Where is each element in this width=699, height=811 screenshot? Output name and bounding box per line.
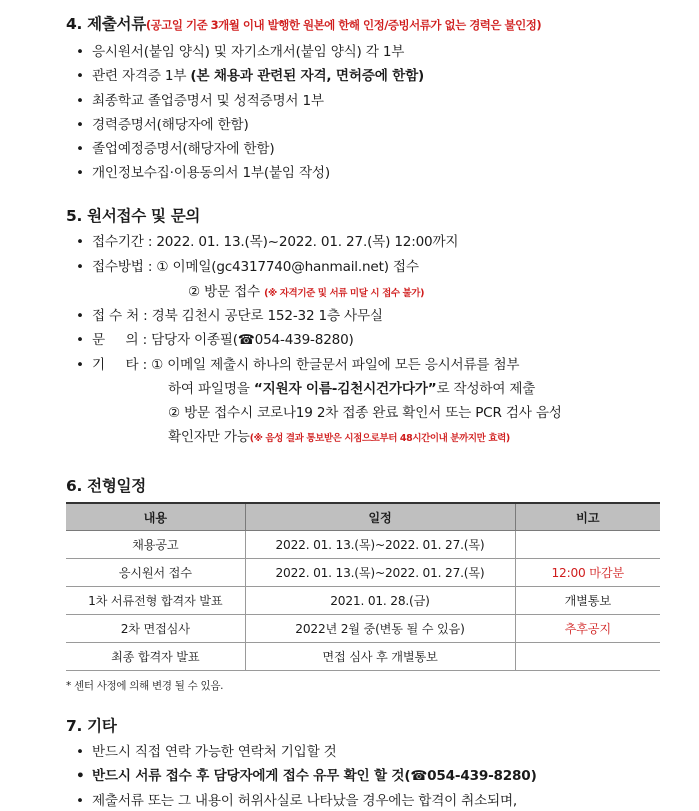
etc-line-2: 하여 파일명을 “지원자 이름-김천시건가다가”로 작성하여 제출 (168, 381, 536, 397)
list-item: • 반드시 서류 접수 후 담당자에게 접수 유무 확인 할 것(☎054-439-8280) (76, 768, 537, 784)
table-row: 1차 서류전형 합격자 발표 2021. 01. 28.(금) 개별통보 (66, 587, 660, 615)
list-item: • 경력증명서(해당자에 한함) (76, 117, 249, 133)
list-item: • 기 타 : ① 이메일 제출시 하나의 한글문서 파일에 모든 응시서류를 첨부 (76, 357, 520, 373)
schedule-footnote: * 센터 사정에 의해 변경 될 수 있음. (66, 680, 224, 692)
table-row: 최종 합격자 발표 면접 심사 후 개별통보 (66, 643, 660, 671)
section-6-title: 6. 전형일정 (66, 477, 146, 495)
list-item: • 제출서류 또는 그 내용이 허위사실로 나타났을 경우에는 합격이 취소되며, (76, 793, 518, 809)
bullet: • (76, 357, 84, 373)
bullet: • (76, 308, 84, 324)
table-row: 채용공고 2022. 01. 13.(목)~2022. 01. 27.(목) (66, 531, 660, 559)
bullet: • (76, 768, 85, 784)
list-item: • 반드시 직접 연락 가능한 연락처 기입할 것 (76, 744, 337, 760)
bullet: • (76, 68, 84, 84)
bullet: • (76, 93, 84, 109)
list-item: • 졸업예정증명서(해당자에 한함) (76, 141, 275, 157)
list-item: • 문 의 : 담당자 이종필(☎054-439-8280) (76, 332, 354, 348)
section-7-title: 7. 기타 (66, 717, 117, 735)
bullet: • (76, 165, 84, 181)
list-item: • 최종학교 졸업증명서 및 성적증명서 1부 (76, 93, 324, 109)
header-schedule: 일정 (245, 503, 515, 531)
list-item: • 관련 자격증 1부 (본 채용과 관련된 자격, 면허증에 한함) (76, 68, 425, 84)
etc-line-4: 확인자만 가능(※ 음성 결과 통보받은 시점으로부터 48시간이내 분까지만 효력) (168, 429, 510, 445)
list-item: • 접수방법 : ① 이메일(gc4317740@hanmail.net) 접수 (76, 259, 419, 275)
list-item: • 개인정보수집·이용동의서 1부(붙임 작성) (76, 165, 330, 181)
bullet: • (76, 332, 84, 348)
table-header-row (66, 503, 660, 531)
bullet: • (76, 744, 84, 760)
list-item: • 응시원서(붙임 양식) 및 자기소개서(붙임 양식) 각 1부 (76, 44, 405, 60)
bullet: • (76, 44, 84, 60)
method-visit: ② 방문 접수 (※ 자격기준 및 서류 미달 시 접수 불가) (188, 284, 425, 300)
bullet: • (76, 259, 84, 275)
table-row: 2차 면접심사 2022년 2월 중(변동 될 수 있음) 추후공지 (66, 615, 660, 643)
list-item: • 접 수 처 : 경북 김천시 공단로 152-32 1층 사무실 (76, 308, 383, 324)
table-row: 응시원서 접수 2022. 01. 13.(목)~2022. 01. 27.(목) 12:00 마감분 (66, 559, 660, 587)
etc-line-3: ② 방문 접수시 코로나19 2차 접종 완료 확인서 또는 PCR 검사 음성 (168, 405, 562, 421)
section-5-title: 5. 원서접수 및 문의 (66, 207, 201, 225)
bullet: • (76, 234, 84, 250)
bullet: • (76, 141, 84, 157)
list-item: • 접수기간 : 2022. 01. 13.(목)~2022. 01. 27.(목) 12:00까지 (76, 234, 459, 250)
section-4-title: 4. 제출서류(공고일 기준 3개월 이내 발행한 원본에 한해 인정/증빙서류가 없는 경력은 불인정) (66, 15, 542, 33)
schedule-table (66, 502, 660, 671)
bullet: • (76, 793, 84, 809)
header-note: 비고 (515, 503, 660, 531)
section-4-note: (공고일 기준 3개월 이내 발행한 원본에 한해 인정/증빙서류가 없는 경력은 불인정) (145, 18, 542, 32)
header-content: 내용 (66, 503, 245, 531)
bullet: • (76, 117, 84, 133)
